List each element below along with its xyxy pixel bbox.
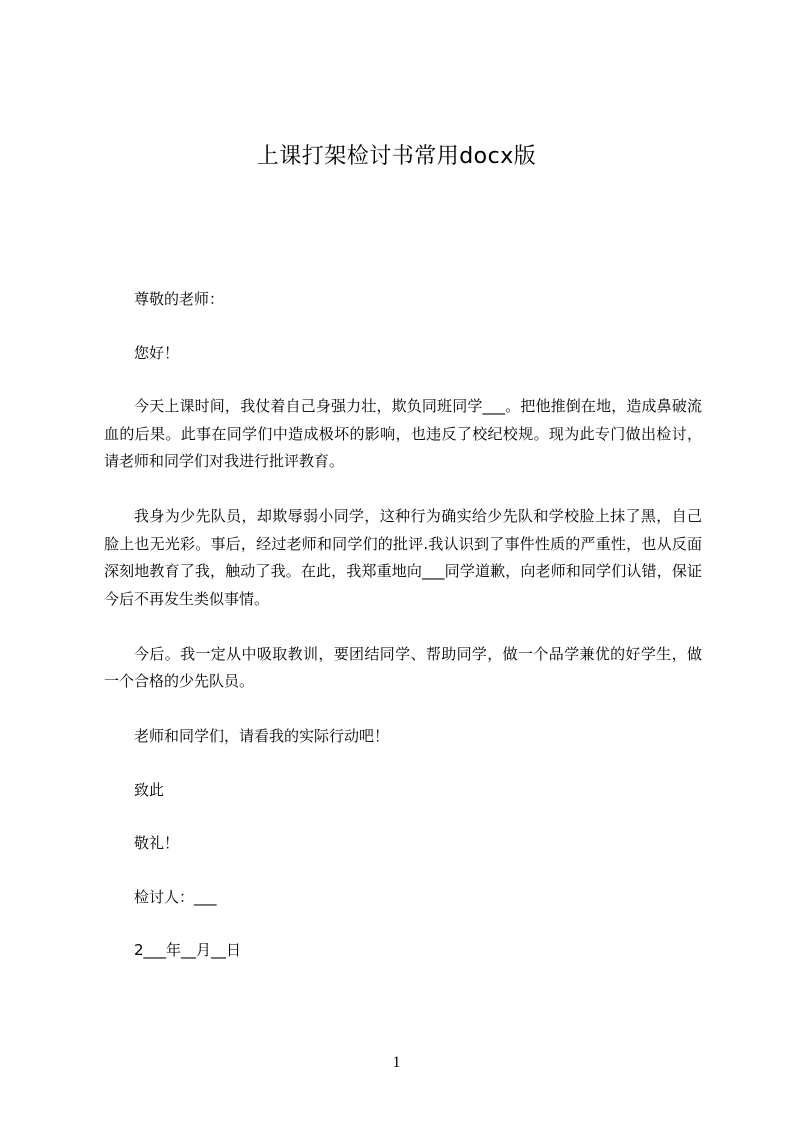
paragraph-2: 我身为少先队员，却欺辱弱小同学，这种行为确实给少先队和学校脸上抹了黑，自己脸上也无光彩。事后，经过老师和同学们的批评.我认识到了事件性质的严重性，也从反面深刻地教育了我，触动了我。在此，我郑重地向___同学道歉，向老师和同学们认错，保证今后不再发生类似事情。 [104, 507, 702, 608]
closing-appeal: 老师和同学们，请看我的实际行动吧！ [134, 727, 390, 745]
date: 2___年__月__日 [134, 941, 242, 959]
paragraph-1: 今天上课时间，我仗着自己身强力壮，欺负同班同学___。把他推倒在地，造成鼻破流血的后果。此事在同学们中造成极坏的影响，也违反了校纪校规。现为此专门做出检讨，请老师和同学们对我进行批评教育。 [104, 397, 702, 470]
document-title: 上课打架检讨书常用docx版 [256, 144, 537, 169]
document-body [104, 286, 702, 991]
closing-line-1: 致此 [134, 780, 165, 799]
salutation: 尊敬的老师： [134, 290, 225, 308]
closing-line-2: 敬礼！ [134, 834, 180, 852]
page-number: 1 [392, 1054, 401, 1071]
signature: 检讨人：___ [134, 887, 217, 906]
paragraph-3: 今后。我一定从中吸取教训，要团结同学、帮助同学，做一个品学兼优的好学生，做一个合格的少先队员。 [104, 644, 702, 690]
greeting: 您好！ [134, 343, 180, 362]
